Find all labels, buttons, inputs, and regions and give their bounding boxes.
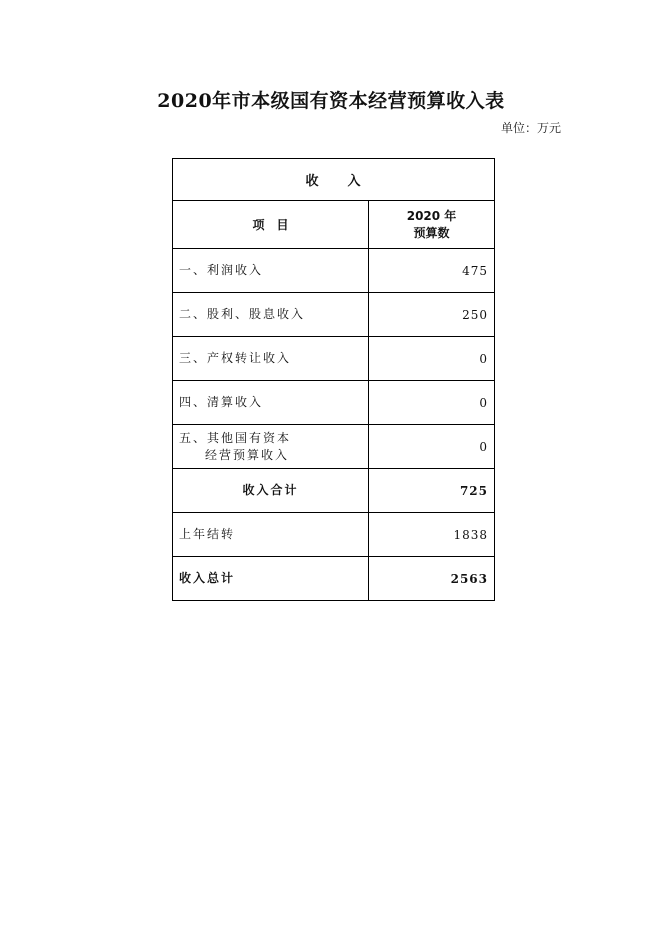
row-label-line1: 五、其他国有资本	[179, 430, 292, 445]
row-value: 0	[369, 425, 495, 469]
column-header-budget-label: 预算数	[413, 225, 450, 240]
table-header-income: 收 入	[173, 159, 495, 201]
page-title: 2020年市本级国有资本经营预算收入表	[157, 90, 505, 112]
column-header-year: 2020 年	[406, 208, 457, 223]
table-row	[173, 293, 495, 337]
table-row	[173, 425, 495, 469]
row-label: 三、产权转让收入	[173, 337, 369, 381]
row-value: 725	[369, 469, 495, 513]
column-header-item: 项 目	[173, 201, 369, 249]
row-label: 一、利润收入	[173, 249, 369, 293]
row-label: 四、清算收入	[173, 381, 369, 425]
table-row	[173, 381, 495, 425]
row-value: 0	[369, 337, 495, 381]
unit-label: 单位：万元	[500, 121, 561, 135]
row-label: 上年结转	[173, 513, 369, 557]
revenue-table	[172, 158, 495, 601]
table-row	[173, 337, 495, 381]
row-label-line2: 经营预算收入	[205, 447, 290, 462]
column-header-budget	[369, 201, 495, 249]
row-label-multiline	[173, 425, 369, 469]
table-row	[173, 513, 495, 557]
row-value: 1838	[369, 513, 495, 557]
table-row	[173, 249, 495, 293]
row-value: 475	[369, 249, 495, 293]
row-value: 0	[369, 381, 495, 425]
row-label: 收入总计	[173, 557, 369, 601]
row-value: 2563	[369, 557, 495, 601]
table-row-total	[173, 557, 495, 601]
row-label: 二、股利、股息收入	[173, 293, 369, 337]
row-value: 250	[369, 293, 495, 337]
table-row-subtotal	[173, 469, 495, 513]
row-label: 收入合计	[173, 469, 369, 513]
